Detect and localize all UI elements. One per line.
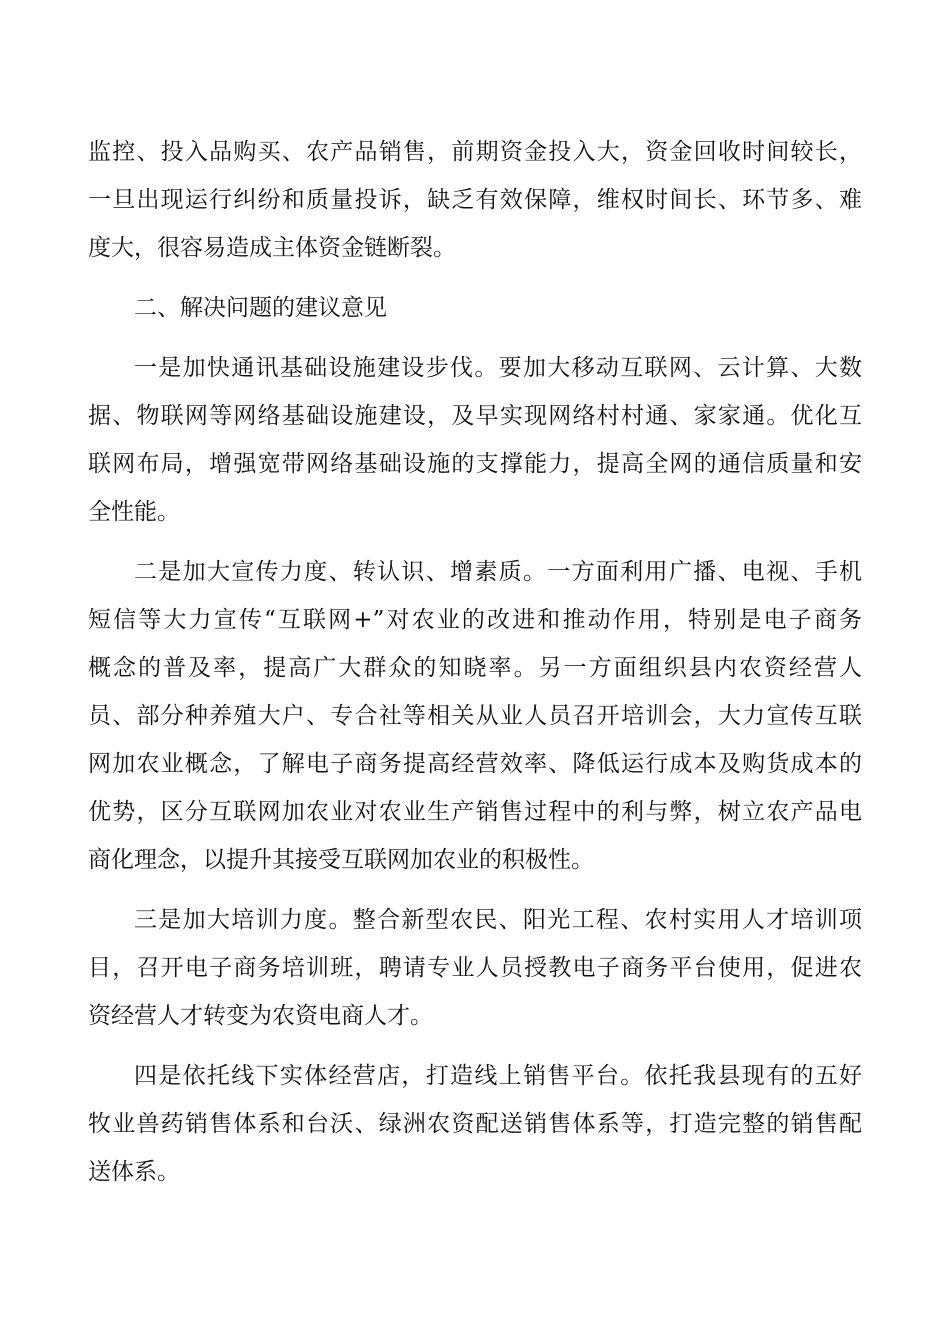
text-line: 优势，区分互联网加农业对农业生产销售过程中的利与弊，树立农产品电 <box>88 799 862 825</box>
text-line: 一旦出现运行纠纷和质量投诉，缺乏有效保障，维权时间长、环节多、难 <box>88 187 862 213</box>
text-line: 短信等大力宣传“互联网+”对农业的改进和推动作用，特别是电子商务 <box>88 607 862 633</box>
text-line: 送体系。 <box>88 1159 180 1185</box>
text-line: 商化理念，以提升其接受互联网加农业的积极性。 <box>88 847 594 873</box>
paragraph-infrastructure <box>88 344 862 536</box>
text-line: 员、部分种养殖大户、专合社等相关从业人员召开培训会，大力宣传互联 <box>88 703 862 729</box>
text-line: 牧业兽药销售体系和台沃、绿洲农资配送销售体系等，打造完整的销售配 <box>88 1111 862 1137</box>
paragraph-publicity <box>88 548 862 884</box>
text-line: 网加农业概念，了解电子商务提高经营效率、降低运行成本及购货成本的 <box>88 751 862 777</box>
text-line: 一是加快通讯基础设施建设步伐。要加大移动互联网、云计算、大数 <box>134 355 862 381</box>
section-heading-text: 二、解决问题的建议意见 <box>134 295 387 321</box>
text-line: 据、物联网等网络基础设施建设，及早实现网络村村通、家家通。优化互 <box>88 403 862 429</box>
text-line: 资经营人才转变为农资电商人才。 <box>88 1003 433 1029</box>
section-heading <box>88 284 862 332</box>
paragraph-online-sales <box>88 1052 862 1196</box>
text-line: 度大，很容易造成主体资金链断裂。 <box>88 235 456 261</box>
text-line: 全性能。 <box>88 499 180 525</box>
text-line: 三是加大培训力度。整合新型农民、阳光工程、农村实用人才培训项 <box>134 907 862 933</box>
paragraph-continuation <box>88 128 862 272</box>
paragraph-training <box>88 896 862 1040</box>
text-line: 概念的普及率，提高广大群众的知晓率。另一方面组织县内农资经营人 <box>88 655 862 681</box>
text-line: 四是依托线下实体经营店，打造线上销售平台。依托我县现有的五好 <box>134 1063 862 1089</box>
text-line: 二是加大宣传力度、转认识、增素质。一方面利用广播、电视、手机 <box>134 559 862 585</box>
document-body <box>88 128 862 1196</box>
text-line: 目，召开电子商务培训班，聘请专业人员授教电子商务平台使用，促进农 <box>88 955 862 981</box>
text-line: 监控、投入品购买、农产品销售，前期资金投入大，资金回收时间较长， <box>88 139 862 165</box>
text-line: 联网布局，增强宽带网络基础设施的支撑能力，提高全网的通信质量和安 <box>88 451 862 477</box>
